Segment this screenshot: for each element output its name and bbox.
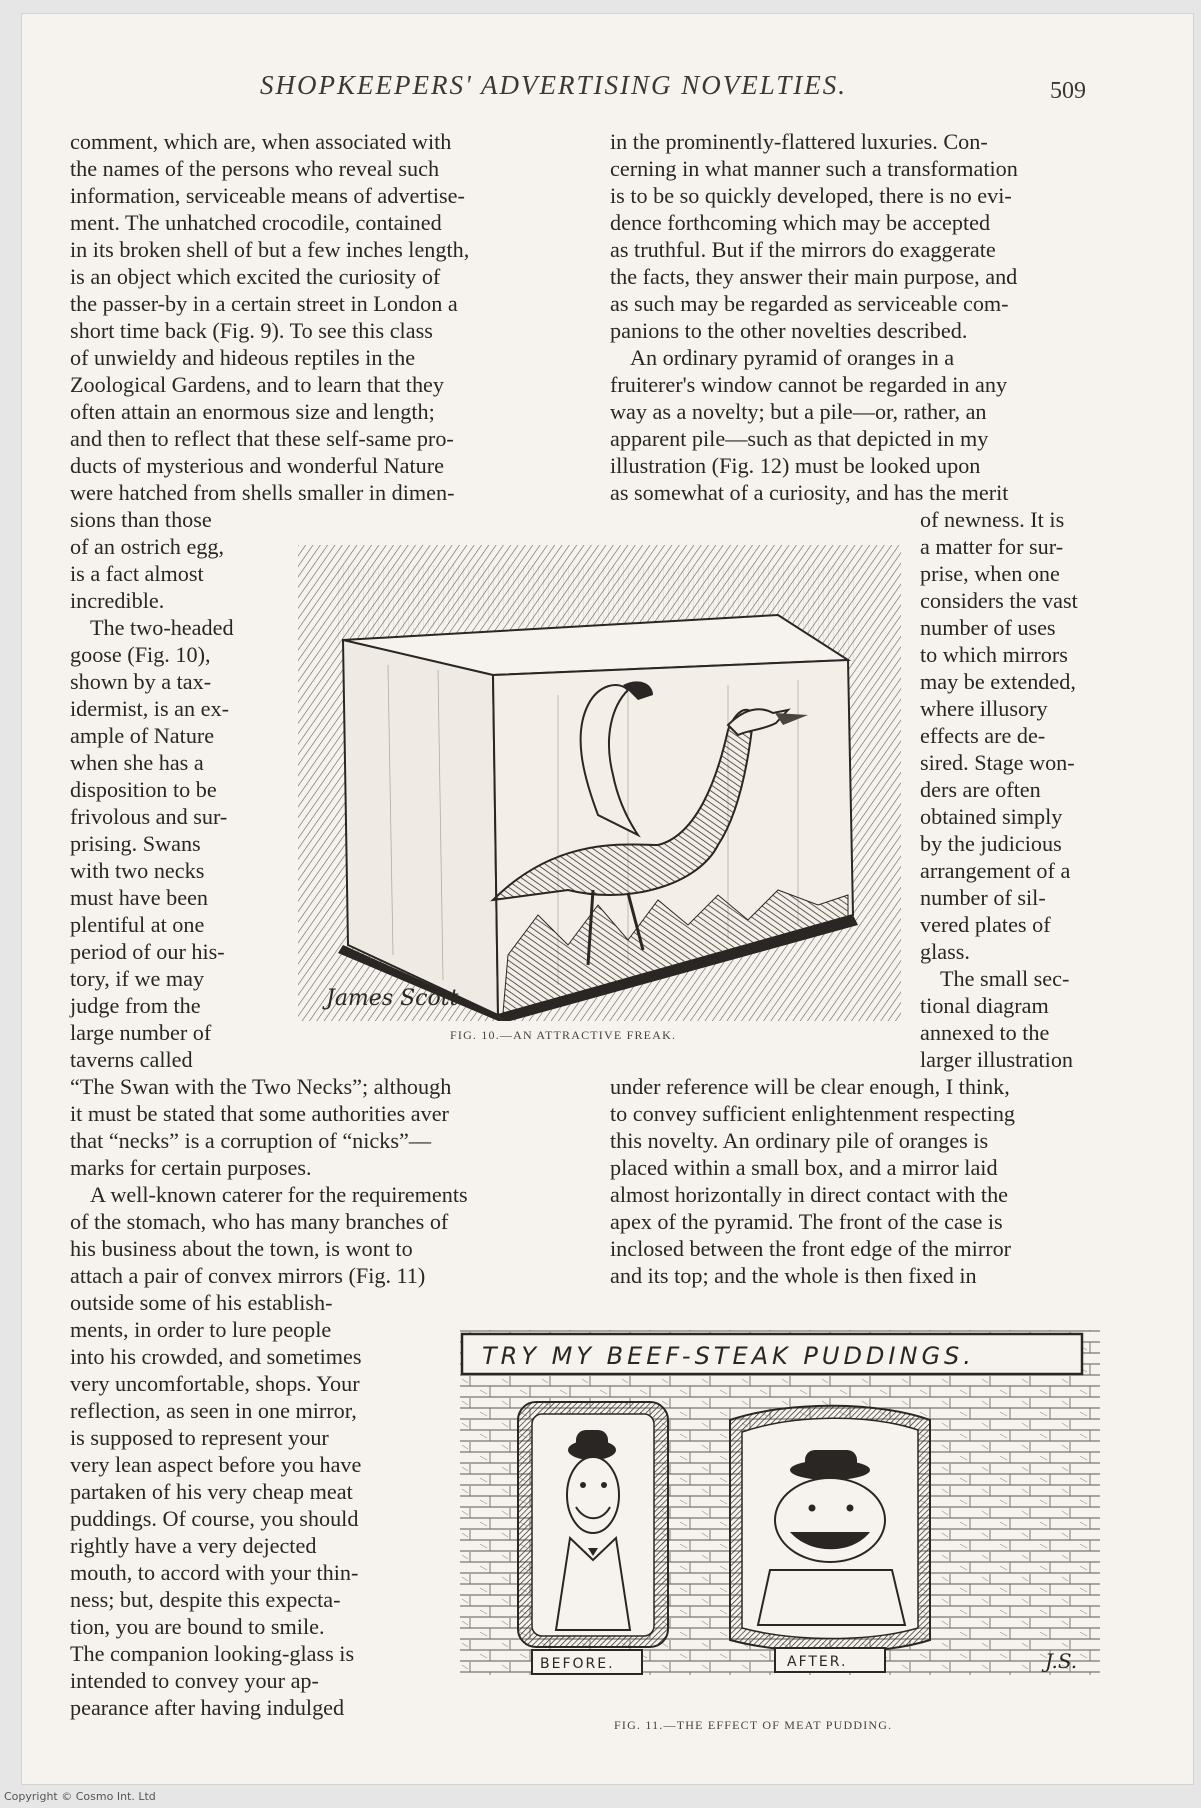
artist-signature: James Scott — [326, 986, 459, 1011]
figure-11-mirrors-illustration — [460, 1310, 1120, 1716]
copyright-watermark: Copyright © Cosmo Int. Ltd — [4, 1790, 156, 1803]
paragraph-crocodile: comment, which are, when associated with the names of the persons who reveal such information, serviceable means of advertise- ment. The unhatched crocodile, contained in its broken shell of but a few inches length, is an object which excited the curiosity of the passer-by in a certain street in London a short time back (Fig. 9). To see this class of unwieldy and hideous reptiles in the Zoological Gardens, and to learn that they often attain an enormous size and length; and then to reflect that these self-same pro- ducts of mysterious and wonderful Nature were hatched from shells smaller in dimen- — [70, 129, 470, 505]
mirrors-drawing — [460, 1310, 1120, 1716]
label-before: BEFORE. — [540, 1656, 615, 1672]
paragraph-newness: of newness. It is a matter for sur- prise, when one considers the vast number of uses to which mirrors may be extended, where illusory effects are de- sired. Stage won- ders are often obtained simply by the judicious arrangement of a number of sil- vered plates of glass. — [920, 507, 1078, 964]
paragraph-oranges: An ordinary pyramid of oranges in a fruiterer's window cannot be regarded in any way as a novelty; but a pile—or, rather, an apparent pile—such as that depicted in my illustration (Fig. 12) must be looked upon as somewhat of a curiosity, and has the merit — [610, 345, 1009, 505]
paragraph-ostrich: sions than those of an ostrich egg, is a fact almost incredible. — [70, 507, 225, 613]
running-head: SHOPKEEPERS' ADVERTISING NOVELTIES. — [260, 70, 847, 100]
page-number: 509 — [1050, 78, 1086, 104]
paragraph-sectional-diagram: The small sec- tional diagram annexed to the larger illustration — [920, 966, 1074, 1072]
figure-11-caption: FIG. 11.—THE EFFECT OF MEAT PUDDING. — [614, 1718, 893, 1732]
paragraph-mirrors: outside some of his establish- ments, in order to lure people into his crowded, and sometimes very uncomfortable, shops. Your reflection, as seen in one mirror, is supposed to represent your very lean aspect before you have partaken of his very cheap meat puddings. Of course, you should rightly have a very dejected mouth, to accord with your thin- ness; but, despite this expecta- tion, you are bound to smile. The companion looking-glass is intended to convey your ap- pearance after having indulged — [70, 1290, 362, 1720]
goose-case-drawing — [298, 545, 901, 1021]
paragraph-two-headed-goose: The two-headed goose (Fig. 10), shown by a tax- idermist, is an ex- ample of Nature when she has a disposition to be frivolous and sur- prising. Swans with two necks must have been plentiful at one period of our his- tory, if we may judge from the large number of taverns called — [70, 615, 234, 1072]
paragraph-caterer: A well-known caterer for the requirements of the stomach, who has many branches of his business about the town, is wont to attach a pair of convex mirrors (Fig. 11) — [70, 1182, 468, 1288]
artist-monogram: J.S. — [1045, 1649, 1078, 1673]
figure-10-goose-illustration — [298, 545, 901, 1021]
paragraph-luxuries: in the prominently-flattered luxuries. Con- cerning in what manner such a transformation is to be so quickly developed, there is no evi- dence forthcoming which may be accepted as truthful. But if the mirrors do exaggerate the facts, they answer their main purpose, and as such may be regarded as serviceable com- panions to the other novelties described. — [610, 129, 1018, 343]
label-after: AFTER. — [787, 1654, 848, 1670]
paragraph-pile-of-oranges: under reference will be clear enough, I think, to convey sufficient enlightenment respecting this novelty. An ordinary pile of oranges is placed within a small box, and a mirror laid almost horizontally in direct contact with the apex of the pyramid. The front of the case is inclosed between the front edge of the mirror and its top; and the whole is then fixed in — [610, 1074, 1016, 1288]
paragraph-swan-necks: “The Swan with the Two Necks”; although it must be stated that some authorities aver that “necks” is a corruption of “nicks”— marks for certain purposes. — [70, 1074, 452, 1180]
figure-10-caption: FIG. 10.—AN ATTRACTIVE FREAK. — [450, 1028, 677, 1042]
sign-text: TRY MY BEEF-STEAK PUDDINGS. — [482, 1342, 975, 1370]
